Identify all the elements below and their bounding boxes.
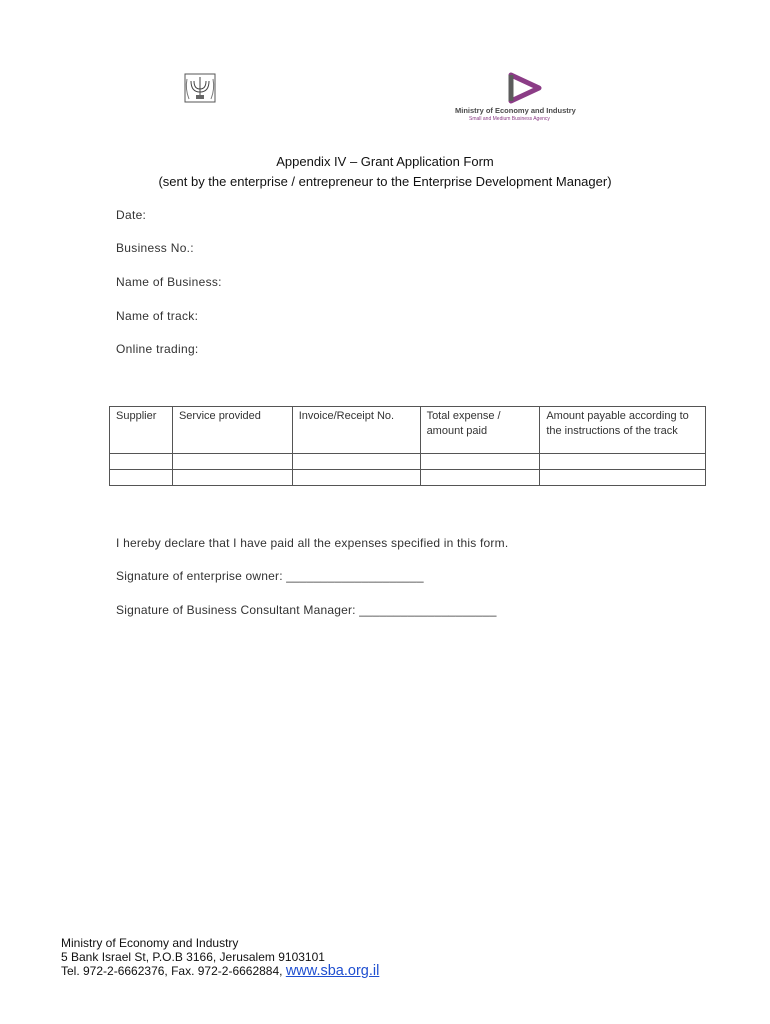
ministry-logo [452,72,602,124]
table-row [110,470,706,486]
table-cell[interactable] [420,470,540,486]
table-cell[interactable] [420,454,540,470]
business-no-field-label: Business No.: [116,241,194,255]
online-trading-field-label: Online trading: [116,342,199,356]
column-header-total-expense: Total expense / amount paid [420,407,540,454]
table-cell[interactable] [292,454,420,470]
table-cell[interactable] [110,454,173,470]
form-title: Appendix IV – Grant Application Form [276,154,494,169]
table-cell[interactable] [540,470,706,486]
table-cell[interactable] [110,470,173,486]
form-subtitle: (sent by the enterprise / entrepreneur to the Enterprise Development Manager) [158,174,612,189]
website-link[interactable]: www.sba.org.il [285,963,380,979]
footer-ministry-name: Ministry of Economy and Industry [61,936,239,950]
footer-contact [61,964,379,978]
track-name-field-label: Name of track: [116,309,199,323]
table-cell[interactable] [292,470,420,486]
declaration-statement: I hereby declare that I have paid all the expenses specified in this form. [116,536,509,550]
table-row [110,454,706,470]
footer-phone-fax: Tel. 972-2-6662376, Fax. 972-2-6662884, [61,964,286,978]
footer [61,936,379,978]
column-header-supplier: Supplier [110,407,173,454]
column-header-amount-payable: Amount payable according to the instructions of the track [540,407,706,454]
column-header-service: Service provided [172,407,292,454]
ministry-logo-icon [508,72,542,104]
footer-address: 5 Bank Israel St, P.O.B 3166, Jerusalem 9103101 [61,950,325,964]
column-header-invoice: Invoice/Receipt No. [292,407,420,454]
table-header-row [110,407,706,454]
expense-table [109,406,706,486]
owner-signature-line: Signature of enterprise owner: ____________________ [116,569,424,583]
business-name-field-label: Name of Business: [116,275,222,289]
consultant-signature-line: Signature of Business Consultant Manager: ____________________ [116,603,497,617]
date-field-label: Date: [116,208,147,222]
table-cell[interactable] [540,454,706,470]
state-emblem-icon [183,73,217,103]
ministry-name: Ministry of Economy and Industry [455,106,576,115]
table-cell[interactable] [172,454,292,470]
table-cell[interactable] [172,470,292,486]
agency-name: Small and Medium Business Agency [469,116,550,122]
